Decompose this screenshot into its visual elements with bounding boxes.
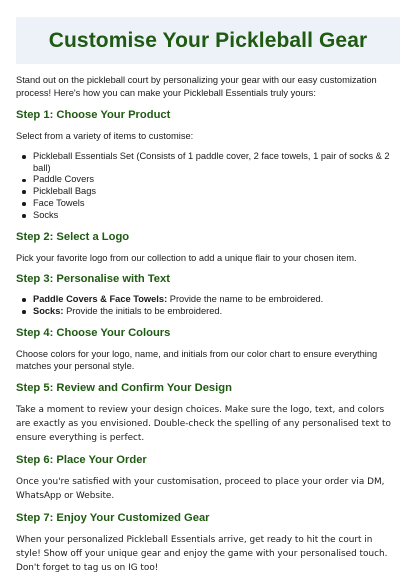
step-1-heading: Step 1: Choose Your Product: [16, 109, 171, 122]
step-7-heading: Step 7: Enjoy Your Customized Gear: [16, 511, 210, 524]
step-5-section: [16, 381, 400, 445]
list-item-label: Paddle Covers & Face Towels:: [33, 294, 168, 305]
step-1-section: [16, 108, 400, 221]
title-banner: [16, 17, 400, 64]
step-6-heading: Step 6: Place Your Order: [16, 453, 147, 466]
step-2-text: Pick your favorite logo from our collection to add a unique flair to your chosen item.: [16, 252, 357, 263]
list-item: Paddle Covers: [33, 174, 400, 186]
intro-paragraph: Stand out on the pickleball court by personalizing your gear with our easy customization process! Here's how you can make your Pickleball Essentials truly yours:: [16, 75, 377, 98]
step-6-section: [16, 453, 400, 503]
list-item: Socks: [33, 210, 400, 222]
step-2-section: [16, 230, 400, 265]
step-3-section: [16, 272, 400, 318]
list-item: [33, 294, 400, 306]
step-2-heading: Step 2: Select a Logo: [16, 230, 130, 243]
step-5-heading: Step 5: Review and Confirm Your Design: [16, 381, 232, 394]
step-7-text: When your personalized Pickleball Essentials arrive, get ready to hit the court in style! Show off your unique gear and enjoy the game with your personalised touch. Don't forget to tag us on IG too!: [16, 534, 388, 573]
step-4-text: Choose colors for your logo, name, and initials from our color chart to ensure everything matches your personal style.: [16, 348, 378, 372]
step-7-section: [16, 511, 400, 575]
step-3-heading: Step 3: Personalise with Text: [16, 273, 170, 286]
list-item-text: Provide the name to be embroidered.: [167, 294, 324, 305]
personalise-list: [16, 294, 400, 318]
step-4-heading: Step 4: Choose Your Colours: [16, 326, 171, 339]
step-6-text: Once you're satisfied with your customisation, proceed to place your order via DM, WhatsApp or Website.: [16, 476, 385, 501]
list-item: Pickleball Essentials Set (Consists of 1 paddle cover, 2 face towels, 1 pair of socks & 2 ball): [33, 151, 400, 175]
step-4-section: [16, 326, 400, 373]
list-item-text: Provide the initials to be embroidered.: [63, 305, 223, 316]
step-1-text: Select from a variety of items to customise:: [16, 131, 194, 142]
page-title: Customise Your Pickleball Gear: [48, 28, 368, 52]
list-item-label: Socks:: [33, 305, 64, 316]
list-item: Pickleball Bags: [33, 186, 400, 198]
list-item: Face Towels: [33, 198, 400, 210]
product-list: [16, 151, 400, 222]
list-item: [33, 306, 400, 318]
step-5-text: Take a moment to review your design choices. Make sure the logo, text, and colors are exactly as you envisioned. Double-check the spelling of any personalised text to ensure everything is perfect.: [16, 404, 391, 443]
